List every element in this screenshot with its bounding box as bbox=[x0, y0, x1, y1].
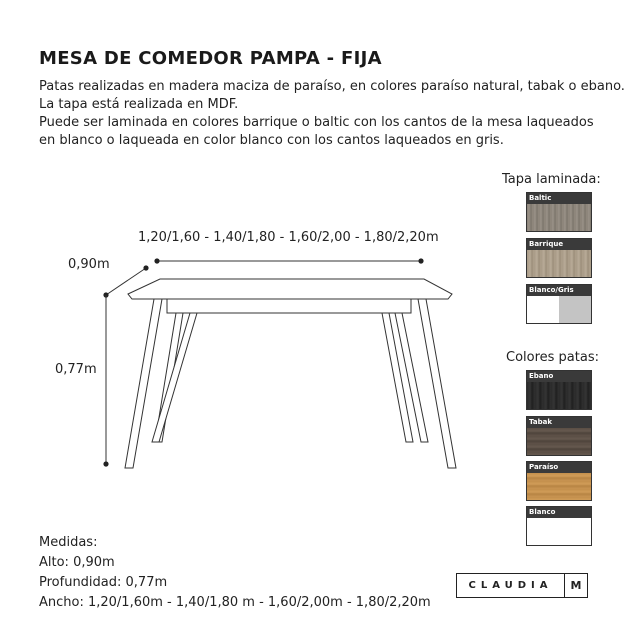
swatch-fill bbox=[527, 473, 591, 500]
description-line: Puede ser laminada en colores barrique o baltic con los cantos de la mesa laqueados bbox=[39, 115, 594, 130]
swatch-name: Tabak bbox=[527, 417, 591, 428]
swatch-fill bbox=[527, 296, 591, 323]
table-leg bbox=[418, 299, 456, 468]
swatch-blanco bbox=[526, 506, 592, 546]
tapa-label: Tapa laminada: bbox=[502, 172, 601, 187]
swatch-fill bbox=[527, 250, 591, 277]
brand-logo bbox=[456, 573, 588, 598]
description-line: en blanco o laqueada en color blanco con los cantos laqueados en gris. bbox=[39, 133, 504, 148]
description-line: La tapa está realizada en MDF. bbox=[39, 97, 239, 112]
height-dimension-dot bbox=[143, 265, 148, 270]
table-apron bbox=[167, 299, 411, 313]
swatch-blanco-gris bbox=[526, 284, 592, 324]
width-label: 1,20/1,60 - 1,40/1,80 - 1,60/2,00 - 1,80/2,20m bbox=[138, 230, 439, 245]
swatch-name: Blanco bbox=[527, 507, 591, 518]
swatch-name: Baltic bbox=[527, 193, 591, 204]
swatch-fill bbox=[527, 204, 591, 231]
swatch-ebano bbox=[526, 370, 592, 410]
swatch-fill bbox=[527, 518, 591, 545]
measurement-line: Alto: 0,90m bbox=[39, 555, 115, 570]
brand-mark: M bbox=[570, 579, 582, 592]
measurement-line: Profundidad: 0,77m bbox=[39, 575, 168, 590]
page-title: MESA DE COMEDOR PAMPA - FIJA bbox=[39, 48, 382, 69]
measurements-heading: Medidas: bbox=[39, 535, 98, 550]
description-line: Patas realizadas en madera maciza de paraíso, en colores paraíso natural, tabak o ebano. bbox=[39, 79, 625, 94]
swatch-name: Blanco/Gris bbox=[527, 285, 591, 296]
swatch-name: Barrique bbox=[527, 239, 591, 250]
width-dimension-dot bbox=[418, 258, 423, 263]
swatch-fill bbox=[527, 428, 591, 455]
table-top bbox=[128, 279, 452, 299]
swatch-fill bbox=[527, 382, 591, 409]
brand-name: CLAUDIA bbox=[457, 574, 565, 597]
swatch-barrique bbox=[526, 238, 592, 278]
measurement-line: Ancho: 1,20/1,60m - 1,40/1,80 m - 1,60/2,00m - 1,80/2,20m bbox=[39, 595, 431, 610]
depth-label: 0,77m bbox=[55, 362, 97, 377]
swatch-name: Ebano bbox=[527, 371, 591, 382]
swatch-tabak bbox=[526, 416, 592, 456]
patas-label: Colores patas: bbox=[506, 350, 599, 365]
swatch-name: Paraíso bbox=[527, 462, 591, 473]
depth-dimension-dot bbox=[103, 461, 108, 466]
swatch-paraiso bbox=[526, 461, 592, 501]
swatch-baltic bbox=[526, 192, 592, 232]
table-leg bbox=[125, 299, 162, 468]
measurements bbox=[39, 533, 431, 613]
height-label: 0,90m bbox=[68, 257, 110, 272]
width-dimension-dot bbox=[154, 258, 159, 263]
